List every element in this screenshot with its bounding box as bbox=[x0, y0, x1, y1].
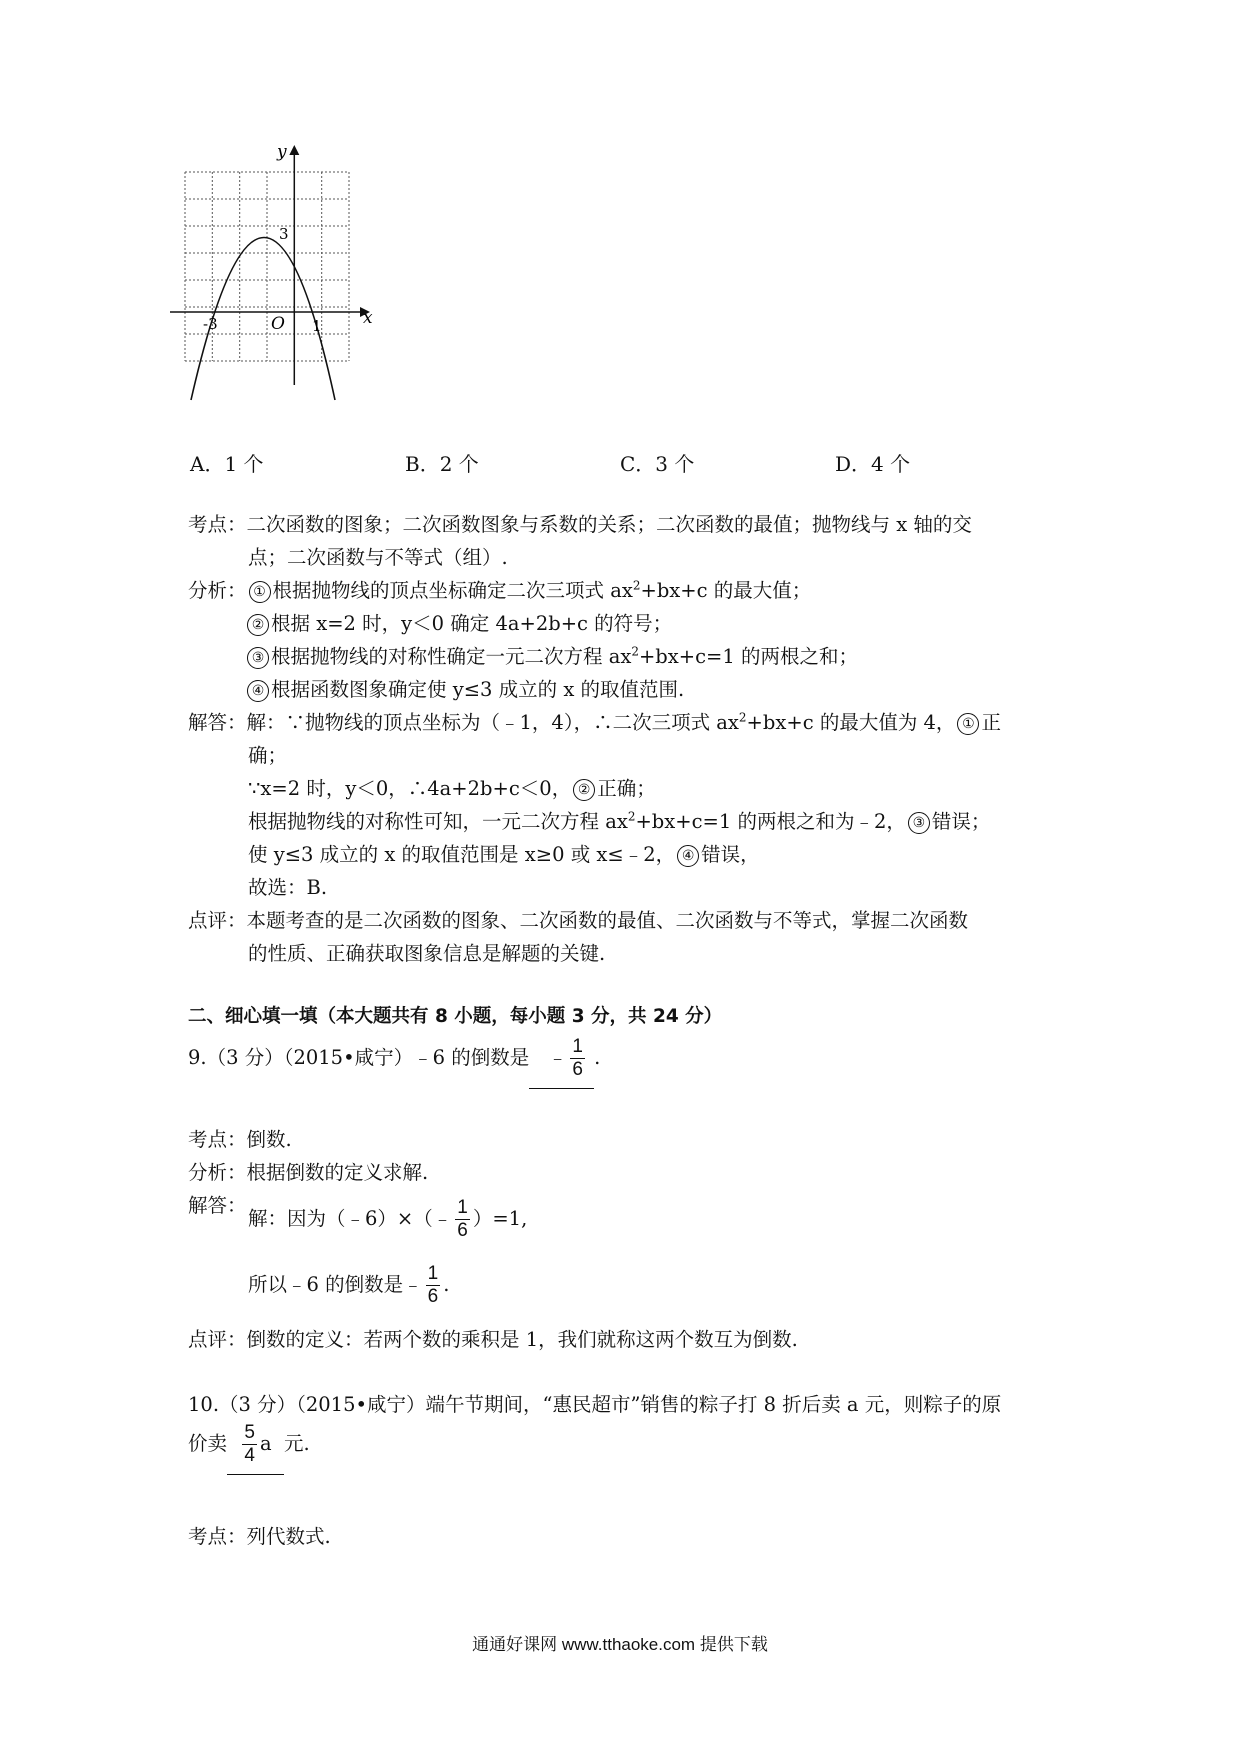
q8-dianping-line2: 的性质、正确获取图象信息是解题的关键. bbox=[248, 942, 606, 965]
q8-fenxi-2: ② 根据 x=2 时，y＜0 确定 4a+2b+c 的符号； bbox=[245, 611, 672, 637]
q8-kaodian-line2: 点；二次函数与不等式（组）. bbox=[248, 546, 508, 569]
origin-label: O bbox=[271, 314, 285, 334]
option-c: C．3 个 bbox=[620, 452, 695, 476]
q8-fenxi-3: ③ 根据抛物线的对称性确定一元二次方程 $ax^2+bx+c=1$ 的两根之和； bbox=[245, 644, 858, 670]
q10-line2: 价卖 $\frac{5}{4}$ a 元. bbox=[188, 1414, 310, 1475]
tick-1: 1 bbox=[312, 317, 322, 335]
option-a: A．1 个 bbox=[190, 452, 264, 476]
q10-stem: 10.（3 分）（2015•咸宁）端午节期间，“惠民超市”销售的粽子打 8 折后卖 a 元，则粽子的原 bbox=[188, 1393, 1002, 1416]
page-footer: 通通好课网 www.tthaoke.com 提供下载 bbox=[472, 1635, 768, 1654]
q10-kaodian: 考点：列代数式. bbox=[188, 1525, 331, 1548]
q8-kaodian: 考点：二次函数的图象；二次函数图象与系数的关系；二次函数的最值；抛物线与 x 轴的交 bbox=[188, 513, 972, 536]
q9-fenxi: 分析：根据倒数的定义求解. bbox=[188, 1161, 429, 1184]
q8-fenxi-4: ④ 根据函数图象确定使 y≤3 成立的 x 的取值范围. bbox=[245, 677, 684, 703]
q8-fenxi-1: 分析： ① 根据抛物线的顶点坐标确定二次三项式 $ax^2+bx+c$ 的最大值； bbox=[188, 578, 812, 602]
q8-dianping: 点评：本题考查的是二次函数的图象、二次函数的最值、二次函数与不等式，掌握二次函数 bbox=[188, 909, 969, 932]
q9-jieda-label: 解答： bbox=[188, 1194, 247, 1217]
q8-jieda-1: 解答：解：∵抛物线的顶点坐标为（﹣1，4），∴二次三项式 $ax^2+bx+c$ 的最大值为 4， ① 正 bbox=[188, 710, 1001, 734]
q8-jieda-2: ∵x=2 时，y＜0，∴4a+2b+c＜0， ② 正确； bbox=[248, 777, 656, 800]
q9-jieda-2: 所以﹣6 的倒数是﹣ $\frac{1}{6}$ . bbox=[248, 1263, 450, 1307]
q8-jieda-4: 使 y≤3 成立的 x 的取值范围是 x≥0 或 x≤﹣2， ④ 错误， bbox=[248, 843, 760, 866]
q8-jieda-3: 根据抛物线的对称性可知，一元二次方程 $ax^2+bx+c=1$ 的两根之和为﹣2， ③ 错误； bbox=[248, 809, 991, 833]
option-d: D．4 个 bbox=[835, 452, 911, 476]
q9-dianping: 点评：倒数的定义：若两个数的乘积是 1，我们就称这两个数互为倒数. bbox=[188, 1328, 798, 1351]
option-b: B．2 个 bbox=[405, 452, 479, 476]
q8-jieda-5: 故选：B. bbox=[248, 876, 328, 899]
q10-answer: $\frac{5}{4}$ a bbox=[227, 1414, 284, 1475]
parabola-graph bbox=[185, 142, 385, 395]
y-axis-label: y bbox=[277, 142, 287, 162]
q9-jieda-1: 解：因为（﹣6）×（﹣ $\frac{1}{6}$ ）=1, bbox=[248, 1197, 528, 1241]
q8-jieda-1b: 确； bbox=[248, 744, 288, 767]
tick-neg3: -3 bbox=[203, 315, 218, 333]
tick-y3: 3 bbox=[279, 225, 289, 243]
q9-stem: 9.（3 分）（2015•咸宁）﹣6 的倒数是 ﹣ $\frac{1}{6}$ . bbox=[188, 1028, 600, 1089]
q9-answer: ﹣ $\frac{1}{6}$ bbox=[529, 1028, 594, 1089]
section2-title: 二、细心填一填（本大题共有 8 小题，每小题 3 分，共 24 分） bbox=[188, 1006, 723, 1027]
x-axis-label: x bbox=[363, 308, 373, 328]
q9-kaodian: 考点：倒数. bbox=[188, 1128, 292, 1151]
